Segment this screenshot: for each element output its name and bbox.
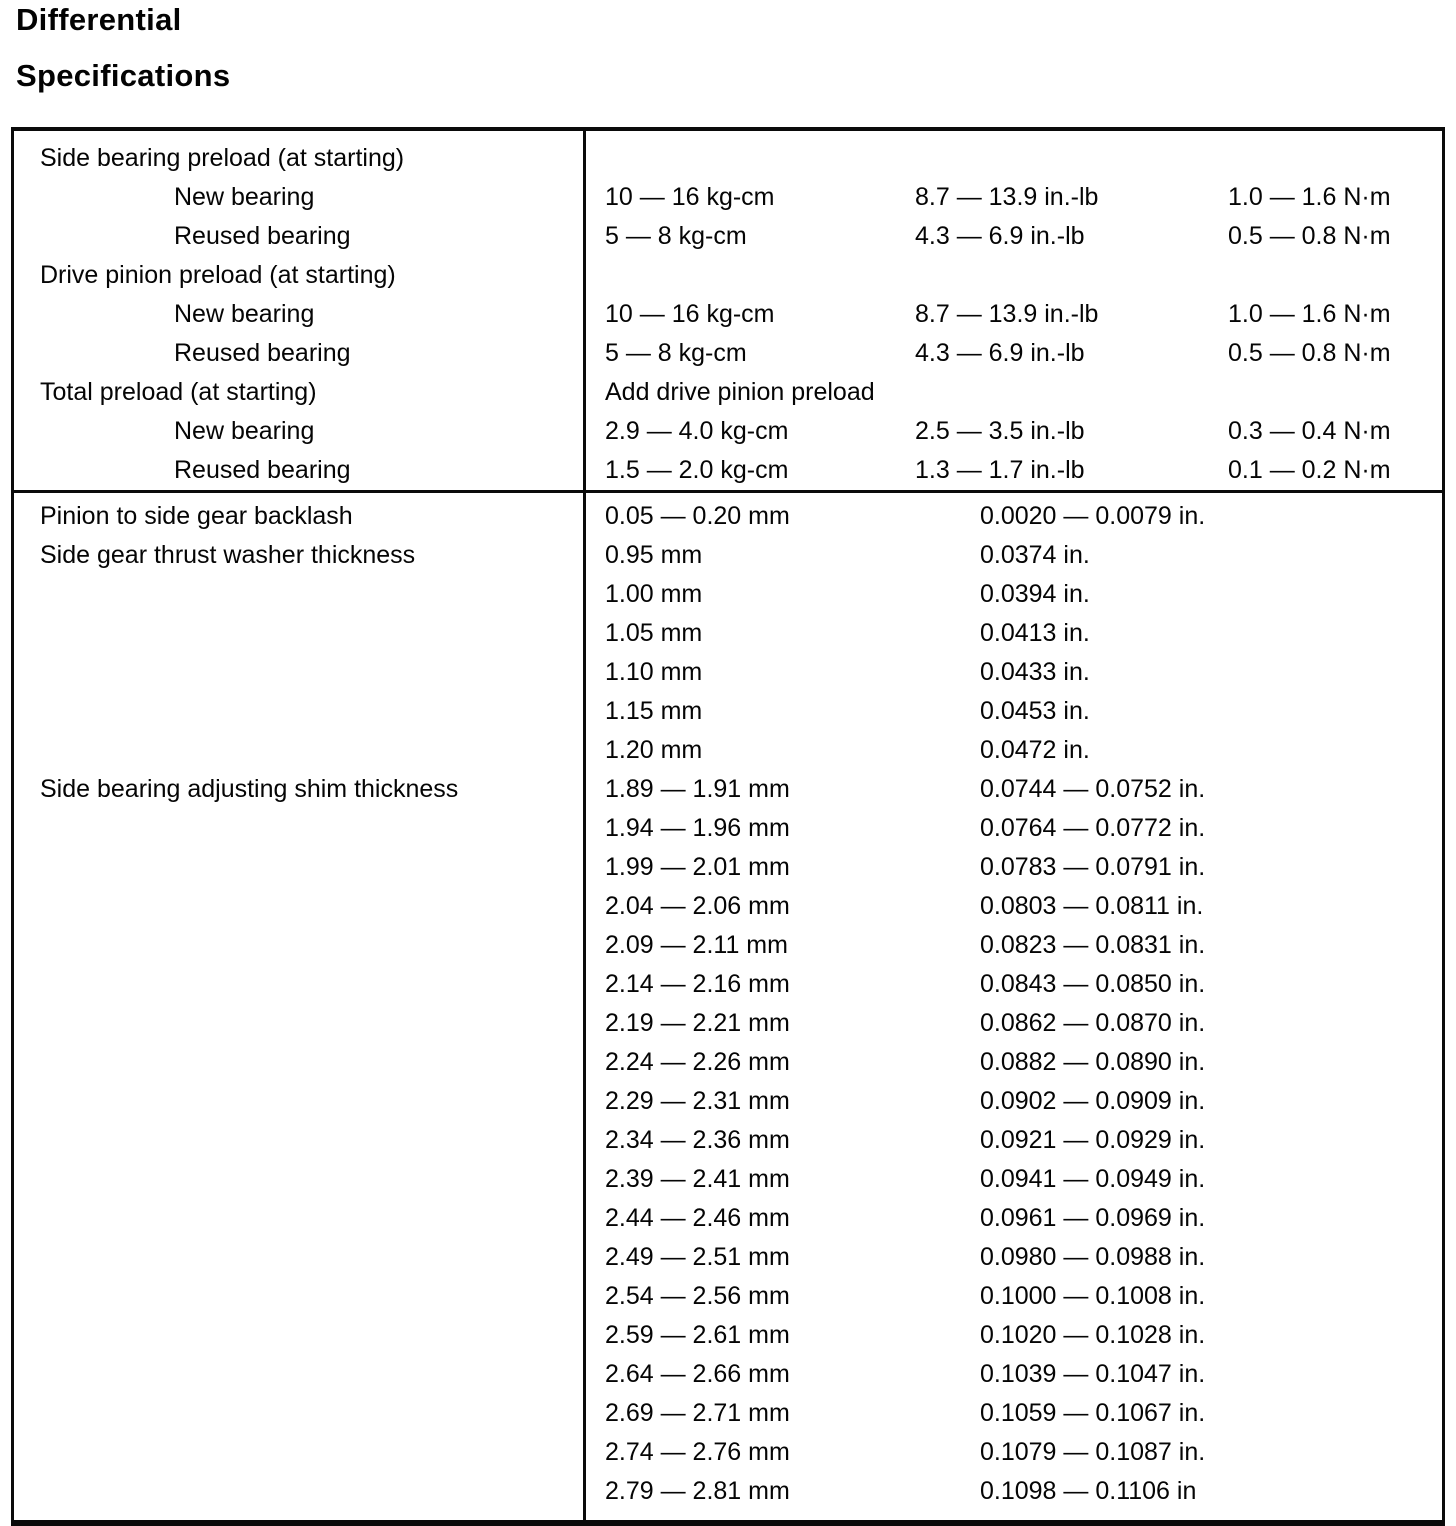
table-row — [14, 1355, 1442, 1394]
value-in: 0.1098 — 0.1106 in — [980, 1477, 1197, 1505]
spec-values — [586, 1472, 1442, 1511]
spec-values — [586, 536, 1442, 575]
spec-label — [14, 692, 586, 731]
table-row — [14, 848, 1442, 887]
value-in: 0.0862 — 0.0870 in. — [980, 1009, 1206, 1037]
spec-label: New bearing — [174, 300, 315, 328]
spec-values — [586, 295, 1442, 334]
spec-values — [586, 575, 1442, 614]
value-mm: 2.39 — 2.41 mm — [605, 1165, 790, 1193]
value-mm: 1.15 mm — [605, 697, 703, 725]
value-mm: 1.20 mm — [605, 736, 703, 764]
value-mm: 2.69 — 2.71 mm — [605, 1399, 790, 1427]
value-mm: 2.49 — 2.51 mm — [605, 1243, 790, 1271]
table-row — [14, 217, 1442, 256]
value-kg-cm: 10 — 16 kg-cm — [605, 300, 775, 328]
spec-label: Reused bearing — [174, 456, 351, 484]
value-in: 0.1079 — 0.1087 in. — [980, 1438, 1206, 1466]
spec-label — [14, 848, 586, 887]
spec-label: Reused bearing — [174, 339, 351, 367]
table-row — [14, 412, 1442, 451]
specifications-table — [11, 127, 1445, 1526]
value-mm: 2.64 — 2.66 mm — [605, 1360, 790, 1388]
spec-values — [586, 373, 1442, 412]
table-row — [14, 178, 1442, 217]
table-row — [14, 1277, 1442, 1316]
table-row — [14, 1082, 1442, 1121]
spec-label — [14, 1433, 586, 1472]
value-in-lb: 4.3 — 6.9 in.-lb — [915, 222, 1085, 250]
value-mm: 1.99 — 2.01 mm — [605, 853, 790, 881]
spec-label — [14, 1277, 586, 1316]
value-n-m: 1.0 — 1.6 N·m — [1228, 183, 1391, 211]
spec-values — [586, 653, 1442, 692]
table-row — [14, 1394, 1442, 1433]
value-in: 0.0921 — 0.0929 in. — [980, 1126, 1206, 1154]
spec-values — [586, 1160, 1442, 1199]
spec-label — [14, 1121, 586, 1160]
spec-label — [14, 965, 586, 1004]
table-row — [14, 139, 1442, 178]
spec-values — [586, 848, 1442, 887]
value-in: 0.0453 in. — [980, 697, 1090, 725]
value-mm: 1.94 — 1.96 mm — [605, 814, 790, 842]
table-row — [14, 497, 1442, 536]
value-mm: 2.54 — 2.56 mm — [605, 1282, 790, 1310]
table-row — [14, 1433, 1442, 1472]
value-in: 0.0764 — 0.0772 in. — [980, 814, 1206, 842]
value-in: 0.0783 — 0.0791 in. — [980, 853, 1206, 881]
table-row — [14, 1472, 1442, 1511]
spec-label — [14, 887, 586, 926]
spec-label — [14, 1199, 586, 1238]
value-n-m: 0.5 — 0.8 N·m — [1228, 222, 1391, 250]
value-in: 0.0020 — 0.0079 in. — [980, 502, 1206, 530]
value-in: 0.0374 in. — [980, 541, 1090, 569]
spec-values — [586, 178, 1442, 217]
value-n-m: 0.3 — 0.4 N·m — [1228, 417, 1391, 445]
value-in-lb: 1.3 — 1.7 in.-lb — [915, 456, 1085, 484]
spec-values — [586, 412, 1442, 451]
value-mm: 2.29 — 2.31 mm — [605, 1087, 790, 1115]
spec-values — [586, 770, 1442, 809]
table-row — [14, 295, 1442, 334]
value-in: 0.0961 — 0.0969 in. — [980, 1204, 1206, 1232]
value-n-m — [1228, 256, 1442, 295]
spec-label — [14, 614, 586, 653]
table-row — [14, 256, 1442, 295]
spec-label — [14, 809, 586, 848]
value-in: 0.0902 — 0.0909 in. — [980, 1087, 1206, 1115]
spec-values — [586, 451, 1442, 490]
spec-label: Side gear thrust washer thickness — [40, 541, 416, 569]
value-in-lb: 8.7 — 13.9 in.-lb — [915, 183, 1099, 211]
value-in: 0.0744 — 0.0752 in. — [980, 775, 1206, 803]
value-in: 0.1020 — 0.1028 in. — [980, 1321, 1206, 1349]
spec-values — [586, 1043, 1442, 1082]
table-row — [14, 614, 1442, 653]
spec-values — [586, 692, 1442, 731]
spec-values — [586, 139, 1442, 178]
spec-label: New bearing — [174, 183, 315, 211]
value-in-lb: 4.3 — 6.9 in.-lb — [915, 339, 1085, 367]
value-mm: 2.34 — 2.36 mm — [605, 1126, 790, 1154]
spec-label — [14, 1394, 586, 1433]
spec-label — [14, 1160, 586, 1199]
spec-label — [14, 1082, 586, 1121]
value-in: 0.0394 in. — [980, 580, 1090, 608]
value-in: 0.0472 in. — [980, 736, 1090, 764]
spec-values — [586, 1121, 1442, 1160]
spec-values — [586, 1355, 1442, 1394]
value-in: 0.1000 — 0.1008 in. — [980, 1282, 1206, 1310]
value-mm: 0.95 mm — [605, 541, 703, 569]
value-kg-cm: 2.9 — 4.0 kg-cm — [605, 417, 789, 445]
value-mm: 1.00 mm — [605, 580, 703, 608]
spec-values — [586, 1277, 1442, 1316]
table-row — [14, 1121, 1442, 1160]
value-in: 0.0882 — 0.0890 in. — [980, 1048, 1206, 1076]
table-row — [14, 887, 1442, 926]
value-mm: 2.04 — 2.06 mm — [605, 892, 790, 920]
spec-values — [586, 1199, 1442, 1238]
value-n-m: 0.1 — 0.2 N·m — [1228, 456, 1391, 484]
spec-values — [586, 1433, 1442, 1472]
value-in: 0.1059 — 0.1067 in. — [980, 1399, 1206, 1427]
value-in-lb: 2.5 — 3.5 in.-lb — [915, 417, 1085, 445]
value-in: 0.0823 — 0.0831 in. — [980, 931, 1206, 959]
value-mm: 2.74 — 2.76 mm — [605, 1438, 790, 1466]
value-mm: 2.19 — 2.21 mm — [605, 1009, 790, 1037]
table-row — [14, 1043, 1442, 1082]
value-kg-cm: Add drive pinion preload — [605, 378, 875, 406]
value-in-lb — [915, 256, 1228, 295]
dimension-specs-section — [14, 490, 1442, 1520]
spec-label: Total preload (at starting) — [40, 378, 317, 406]
spec-label: Side bearing adjusting shim thickness — [40, 775, 459, 803]
page-title: Differential — [16, 2, 182, 37]
spec-label — [14, 653, 586, 692]
value-n-m: 1.0 — 1.6 N·m — [1228, 300, 1391, 328]
spec-label — [14, 575, 586, 614]
table-row — [14, 965, 1442, 1004]
spec-label — [14, 1355, 586, 1394]
spec-values — [586, 1394, 1442, 1433]
spec-values — [586, 256, 1442, 295]
value-mm: 2.09 — 2.11 mm — [605, 931, 788, 959]
spec-label — [14, 1043, 586, 1082]
spec-values — [586, 731, 1442, 770]
value-mm: 2.59 — 2.61 mm — [605, 1321, 790, 1349]
spec-values — [586, 497, 1442, 536]
value-mm: 2.24 — 2.26 mm — [605, 1048, 790, 1076]
value-mm: 1.05 mm — [605, 619, 703, 647]
table-row — [14, 653, 1442, 692]
table-row — [14, 1160, 1442, 1199]
spec-label — [14, 731, 586, 770]
table-row — [14, 731, 1442, 770]
table-row — [14, 770, 1442, 809]
table-row — [14, 692, 1442, 731]
value-in: 0.0843 — 0.0850 in. — [980, 970, 1206, 998]
value-kg-cm: 10 — 16 kg-cm — [605, 183, 775, 211]
value-mm: 2.44 — 2.46 mm — [605, 1204, 790, 1232]
value-in: 0.1039 — 0.1047 in. — [980, 1360, 1206, 1388]
spec-values — [586, 809, 1442, 848]
spec-label: Drive pinion preload (at starting) — [40, 261, 396, 289]
table-row — [14, 334, 1442, 373]
table-row — [14, 1316, 1442, 1355]
table-row — [14, 926, 1442, 965]
value-mm: 2.14 — 2.16 mm — [605, 970, 790, 998]
spec-values — [586, 887, 1442, 926]
table-row — [14, 536, 1442, 575]
spec-values — [586, 1316, 1442, 1355]
value-in-lb — [915, 139, 1228, 178]
table-row — [14, 809, 1442, 848]
value-mm: 0.05 — 0.20 mm — [605, 502, 790, 530]
spec-values — [586, 1238, 1442, 1277]
table-row — [14, 373, 1442, 412]
value-kg-cm: 1.5 — 2.0 kg-cm — [605, 456, 789, 484]
table-row — [14, 1004, 1442, 1043]
spec-label: Reused bearing — [174, 222, 351, 250]
value-in-lb: 8.7 — 13.9 in.-lb — [915, 300, 1099, 328]
spec-label — [14, 1316, 586, 1355]
value-kg-cm: 5 — 8 kg-cm — [605, 339, 747, 367]
spec-values — [586, 965, 1442, 1004]
value-in: 0.0803 — 0.0811 in. — [980, 892, 1204, 920]
value-mm: 1.89 — 1.91 mm — [605, 775, 790, 803]
value-in: 0.0413 in. — [980, 619, 1090, 647]
spec-values — [586, 614, 1442, 653]
value-kg-cm — [605, 139, 915, 178]
spec-label: Pinion to side gear backlash — [40, 502, 353, 530]
spec-values — [586, 334, 1442, 373]
value-mm: 1.10 mm — [605, 658, 703, 686]
table-row — [14, 1238, 1442, 1277]
table-row — [14, 451, 1442, 490]
spec-label — [14, 926, 586, 965]
spec-values — [586, 1082, 1442, 1121]
value-n-m — [1228, 139, 1442, 178]
table-row — [14, 1199, 1442, 1238]
spec-label — [14, 1238, 586, 1277]
value-kg-cm: 5 — 8 kg-cm — [605, 222, 747, 250]
preload-specs-section — [14, 131, 1442, 490]
spec-values — [586, 926, 1442, 965]
table-row — [14, 575, 1442, 614]
spec-values — [586, 1004, 1442, 1043]
spec-label: New bearing — [174, 417, 315, 445]
column-divider-line — [583, 131, 586, 1520]
value-in: 0.0941 — 0.0949 in. — [980, 1165, 1206, 1193]
value-n-m: 0.5 — 0.8 N·m — [1228, 339, 1391, 367]
spec-values — [586, 217, 1442, 256]
page-subtitle: Specifications — [16, 58, 231, 93]
spec-label — [14, 1004, 586, 1043]
value-in: 0.0433 in. — [980, 658, 1090, 686]
spec-label — [14, 1472, 586, 1511]
spec-label: Side bearing preload (at starting) — [40, 144, 405, 172]
value-in: 0.0980 — 0.0988 in. — [980, 1243, 1206, 1271]
value-mm: 2.79 — 2.81 mm — [605, 1477, 790, 1505]
value-kg-cm — [605, 256, 915, 295]
